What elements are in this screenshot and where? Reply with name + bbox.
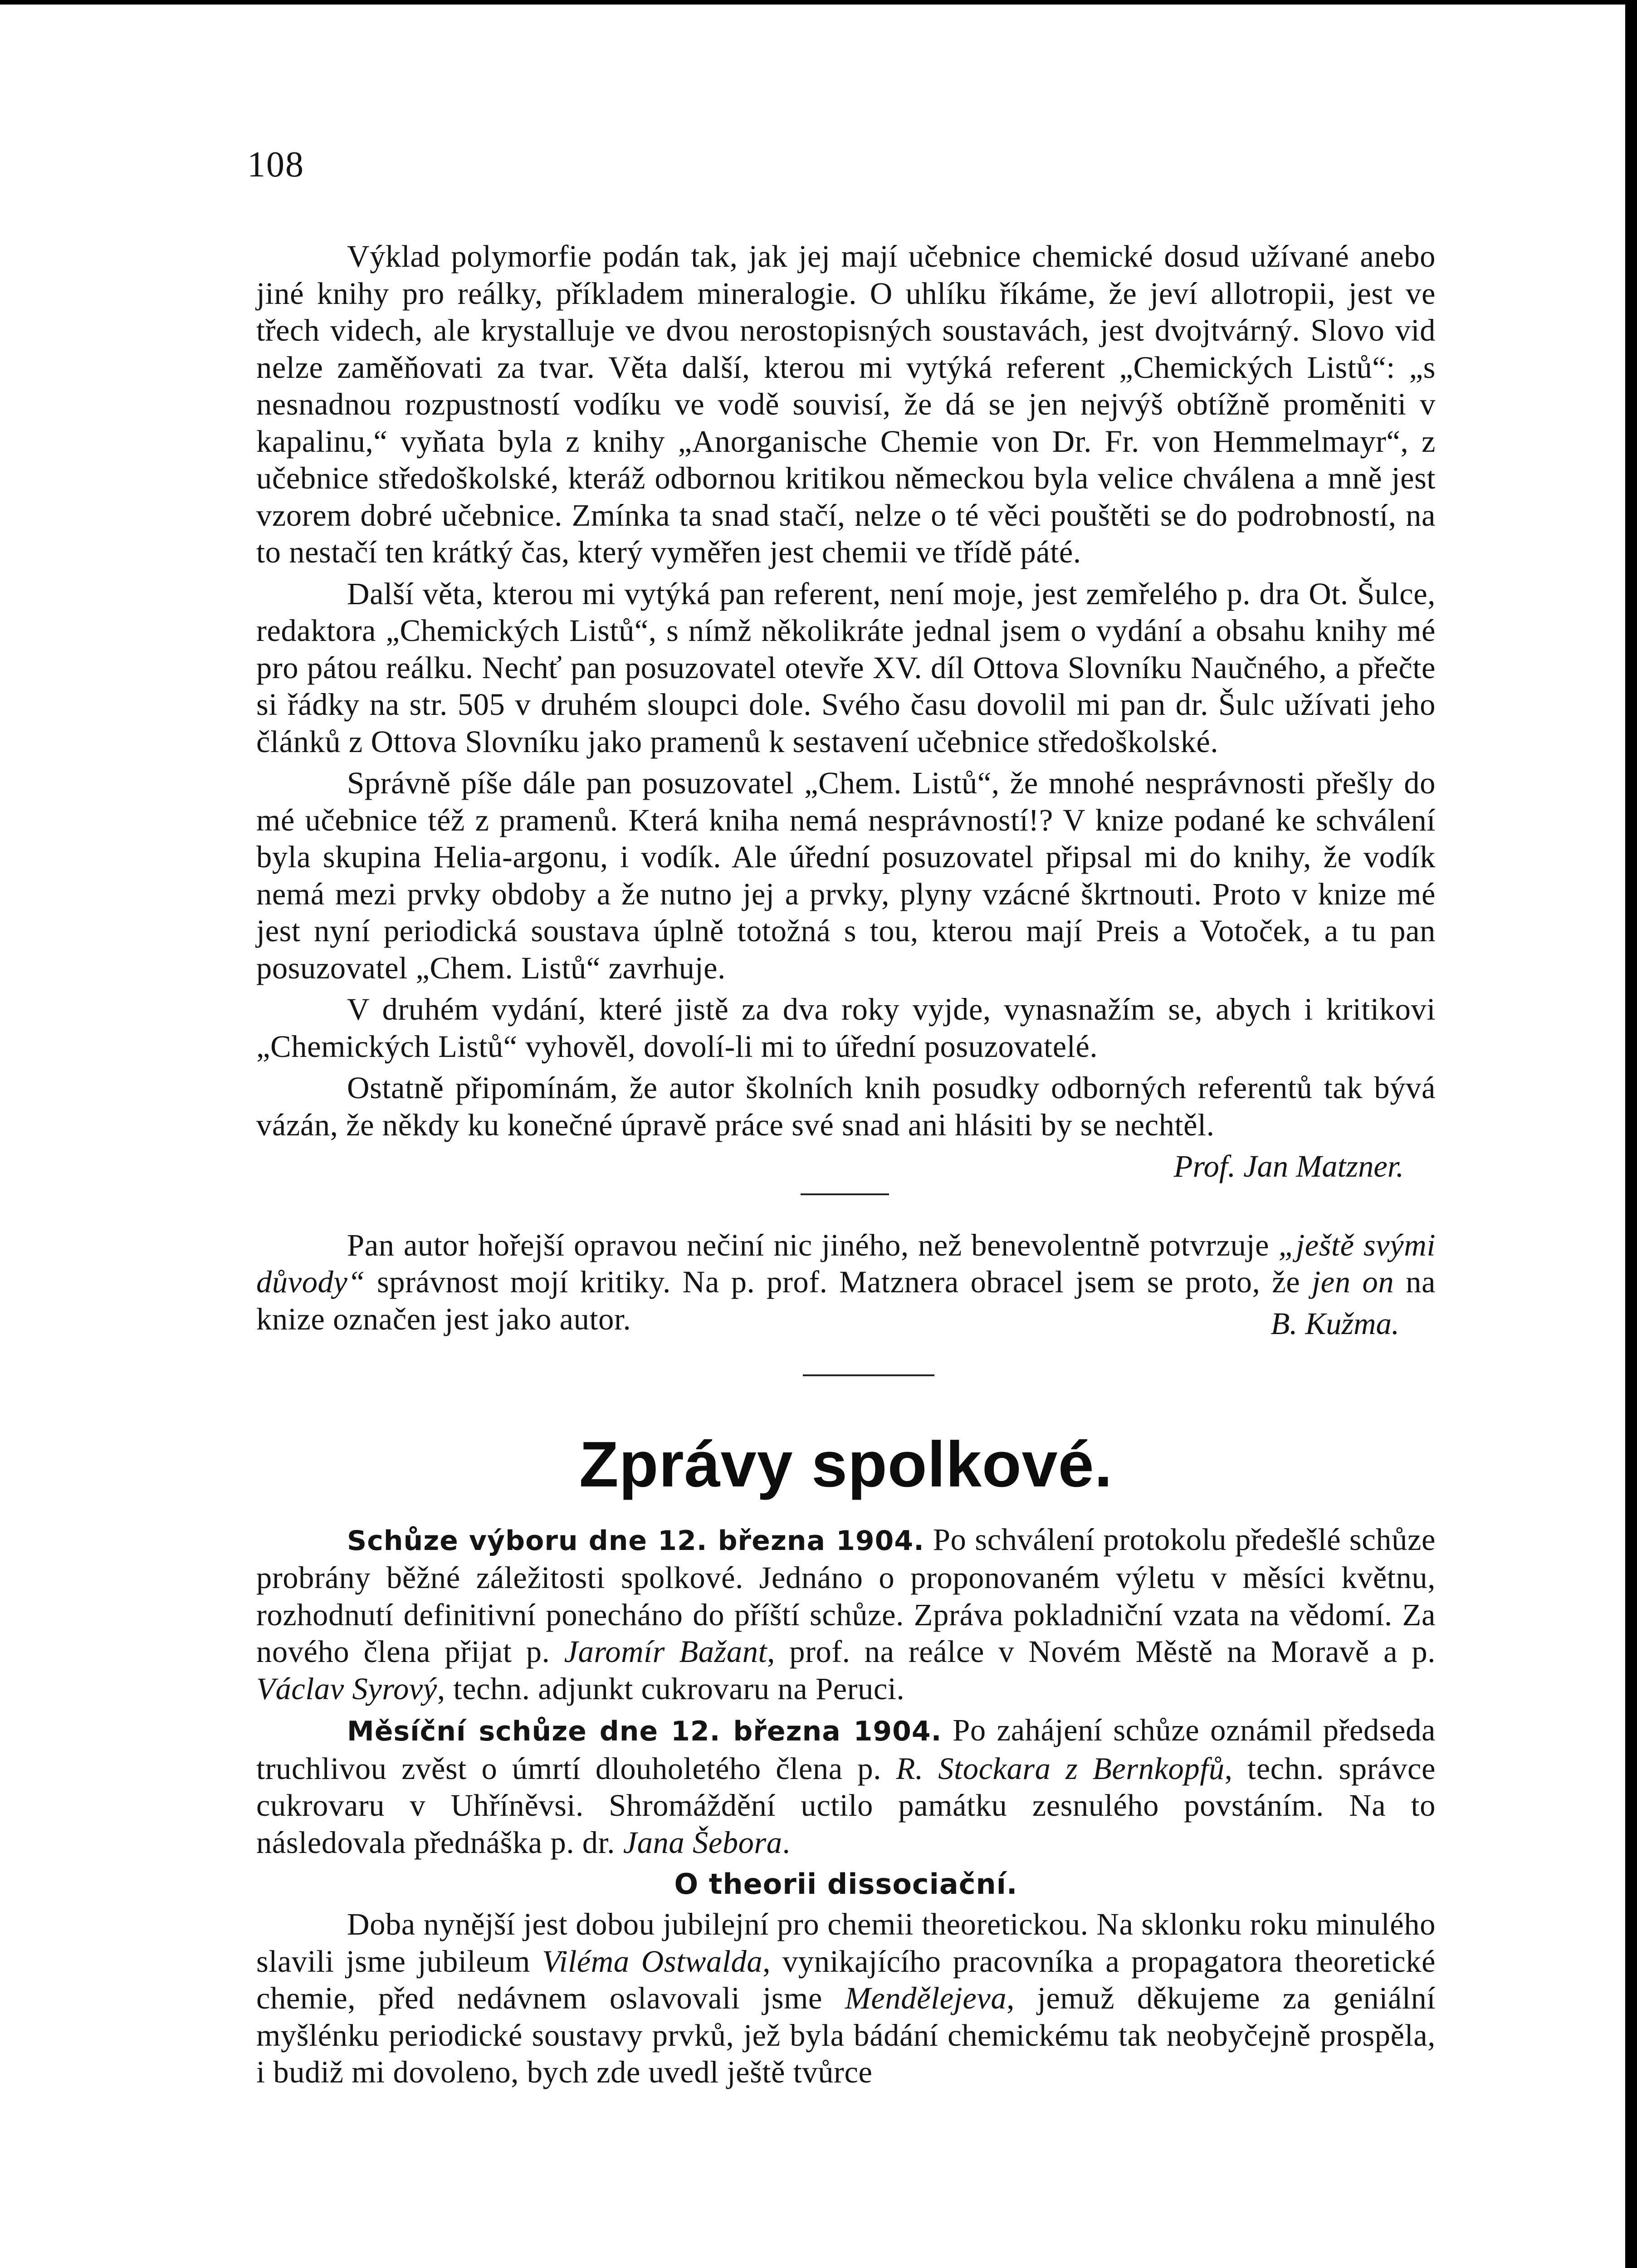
meeting-1-text-a: Po schválení protokolu předešlé schůze probrány běžné záležitosti spolkové. Jednáno o proponovaném výletu v měsíci květnu, rozhodnutí definitivní ponecháno do příští schůze. Zpráva pokladniční vzata na vědomí. Za nového člena přijat p.	[256, 1522, 1436, 1669]
lecture-text-a: Doba nynější jest dobou jubilejní pro chemii theoretickou. Na sklonku roku minulého slavili jsme jubileum	[256, 1907, 1436, 1979]
lecture-title: O theorii dissociační.	[674, 1867, 1018, 1901]
meeting-1-text-b: , prof. na reálce v Novém Městě na Moravě a p.	[767, 1634, 1436, 1669]
response-emphasis-2: jen on	[1312, 1265, 1394, 1299]
reply-paragraph-4: V druhém vydání, které jistě za dva roky vyjde, vynasnažím se, abych i kritikovi „Chemických Listů“ vyhověl, dovolí-li mi to úřední posuzovatelé.	[256, 992, 1436, 1064]
response-text-1: Pan autor hořejší opravou nečiní nic jiného, než benevolentně potvrzuje	[347, 1227, 1279, 1262]
meeting-2-name-2: Jana Šebora	[623, 1825, 782, 1860]
reply-paragraph-2: Další věta, kterou mi vytýká pan referent, není moje, jest zemřelého p. dra Ot. Šulce, redaktora „Chemických Listů“, s nímž několikráte jednal jsem o vydání a obsahu knihy mé pro pátou reálku. Nechť pan posuzovatel otevře XV. díl Ottova Slovníku Naučného, a přečte si řádky na str. 505 v druhém sloupci dole. Svého času dovolil mi pan dr. Šulc užívati jeho článků z Ottova Slovníku jako pramenů k sestavení učebnice středoškolské.	[256, 576, 1436, 759]
meeting-1-heading: Schůze výboru dne 12. března 1904.	[347, 1525, 924, 1557]
meeting-2-paragraph	[256, 1712, 1436, 1861]
reply-paragraph-1: Výklad polymorfie podán tak, jak jej mají učebnice chemické dosud užívané anebo jiné knihy pro reálky, příkladem mineralogie. O uhlíku říkáme, že jeví allotropii, jest ve třech videch, ale krystalluje ve dvou nerostopisných soustavách, jest dvojtvárný. Slovo vid nelze zaměňovati za tvar. Věta další, kterou mi vytýká referent „Chemických Listů“: „s nesnadnou rozpustností vodíku ve vodě souvisí, že dá se jen nejvýš obtížně proměniti v kapalinu,“ vyňata byla z knihy „Anorganische Chemie von Dr. Fr. von Hemmelmayr“, z učebnice středoškolské, kteráž odbornou kritikou německou byla velice chválena a mně jest vzorem dobré učebnice. Zmínka ta snad stačí, nelze o té věci pouštěti se do podrobností, na to nestačí ten krátký čas, který vyměřen jest chemii ve třídě páté.	[256, 239, 1436, 569]
lecture-text-c: , jemuž děkujeme za geniální myšlénku periodické soustavy prvků, jež byla bádání chemickému tak neobyčejně prospěla, i budiž mi dovoleno, bych zde uvedl ještě tvůrce	[256, 1981, 1436, 2089]
reply-paragraph-5: Ostatně připomínám, že autor školních knih posudky odborných referentů tak bývá vázán, že někdy ku konečné úpravě práce své snad ani hlásiti by se nechtěl.	[256, 1070, 1436, 1142]
response-emphasis-1: „ještě svými důvody“	[256, 1227, 1436, 1299]
meeting-2-name-1: R. Stockara z Bernkopfů	[896, 1751, 1225, 1786]
separator-rule	[801, 1193, 889, 1195]
meeting-1-paragraph	[256, 1521, 1436, 1708]
response-text-4: na knize označen jest jako autor.	[256, 1265, 1436, 1336]
meeting-2-text-c: .	[782, 1825, 791, 1860]
lecture-text-b: , vynikajícího pracovníka a propagatora theoretické chemie, před nedávnem oslavovali jsme	[256, 1944, 1436, 2015]
lecture-name-2: Mendělejeva	[845, 1981, 1007, 2015]
section-divider	[803, 1374, 934, 1376]
reply-paragraph-3: Správně píše dále pan posuzovatel „Chem. Listů“, že mnohé nesprávnosti přešly do mé učebnice též z pramenů. Která kniha nemá nesprávností!? V knize podané ke schválení byla skupina Helia-argonu, i vodík. Ale úřední posuzovatel připsal mi do knihy, že vodík nemá mezi prvky obdoby a že nutno jej a prvky, plyny vzácné škrtnouti. Proto v knize mé jest nyní periodická soustava úplně totožná s tou, kterou mají Preis a Votoček, a tu pan posuzovatel „Chem. Listů“ zavrhuje.	[256, 766, 1436, 985]
meeting-1-name-2: Václav Syrový	[256, 1671, 437, 1706]
meeting-2-heading: Měsíční schůze dne 12. března 1904.	[347, 1716, 942, 1747]
response-signature: B. Kužma.	[1271, 1306, 1399, 1341]
text-column	[256, 238, 1436, 2096]
response-text-2: správnost mojí kritiky. Na p. prof. Matznera obracel jsem se proto,	[365, 1265, 1272, 1299]
lecture-paragraph	[256, 1906, 1436, 2091]
meeting-1-text-c: , techn. adjunkt cukrovaru na Peruci.	[437, 1671, 905, 1706]
lecture-name-1: Viléma Ostwalda	[542, 1944, 763, 1979]
section-title: Zprávy spolkové.	[579, 1428, 1113, 1501]
response-text-3: že	[1272, 1265, 1312, 1299]
page-number: 108	[247, 145, 304, 185]
meeting-1-name-1: Jaromír Bažant	[564, 1634, 767, 1669]
meeting-2-text-b: , techn. správce cukrovaru v Uhříněvsi. Shromáždění uctilo památku zesnulého povstáním. Na to následovala přednáška p. dr.	[256, 1751, 1436, 1860]
meeting-2-text-a: Po zahájení schůze oznámil předseda truchlivou zvěst o úmrtí dlouholetého člena p.	[256, 1713, 1436, 1786]
reply-signature: Prof. Jan Matzner.	[1173, 1149, 1404, 1183]
